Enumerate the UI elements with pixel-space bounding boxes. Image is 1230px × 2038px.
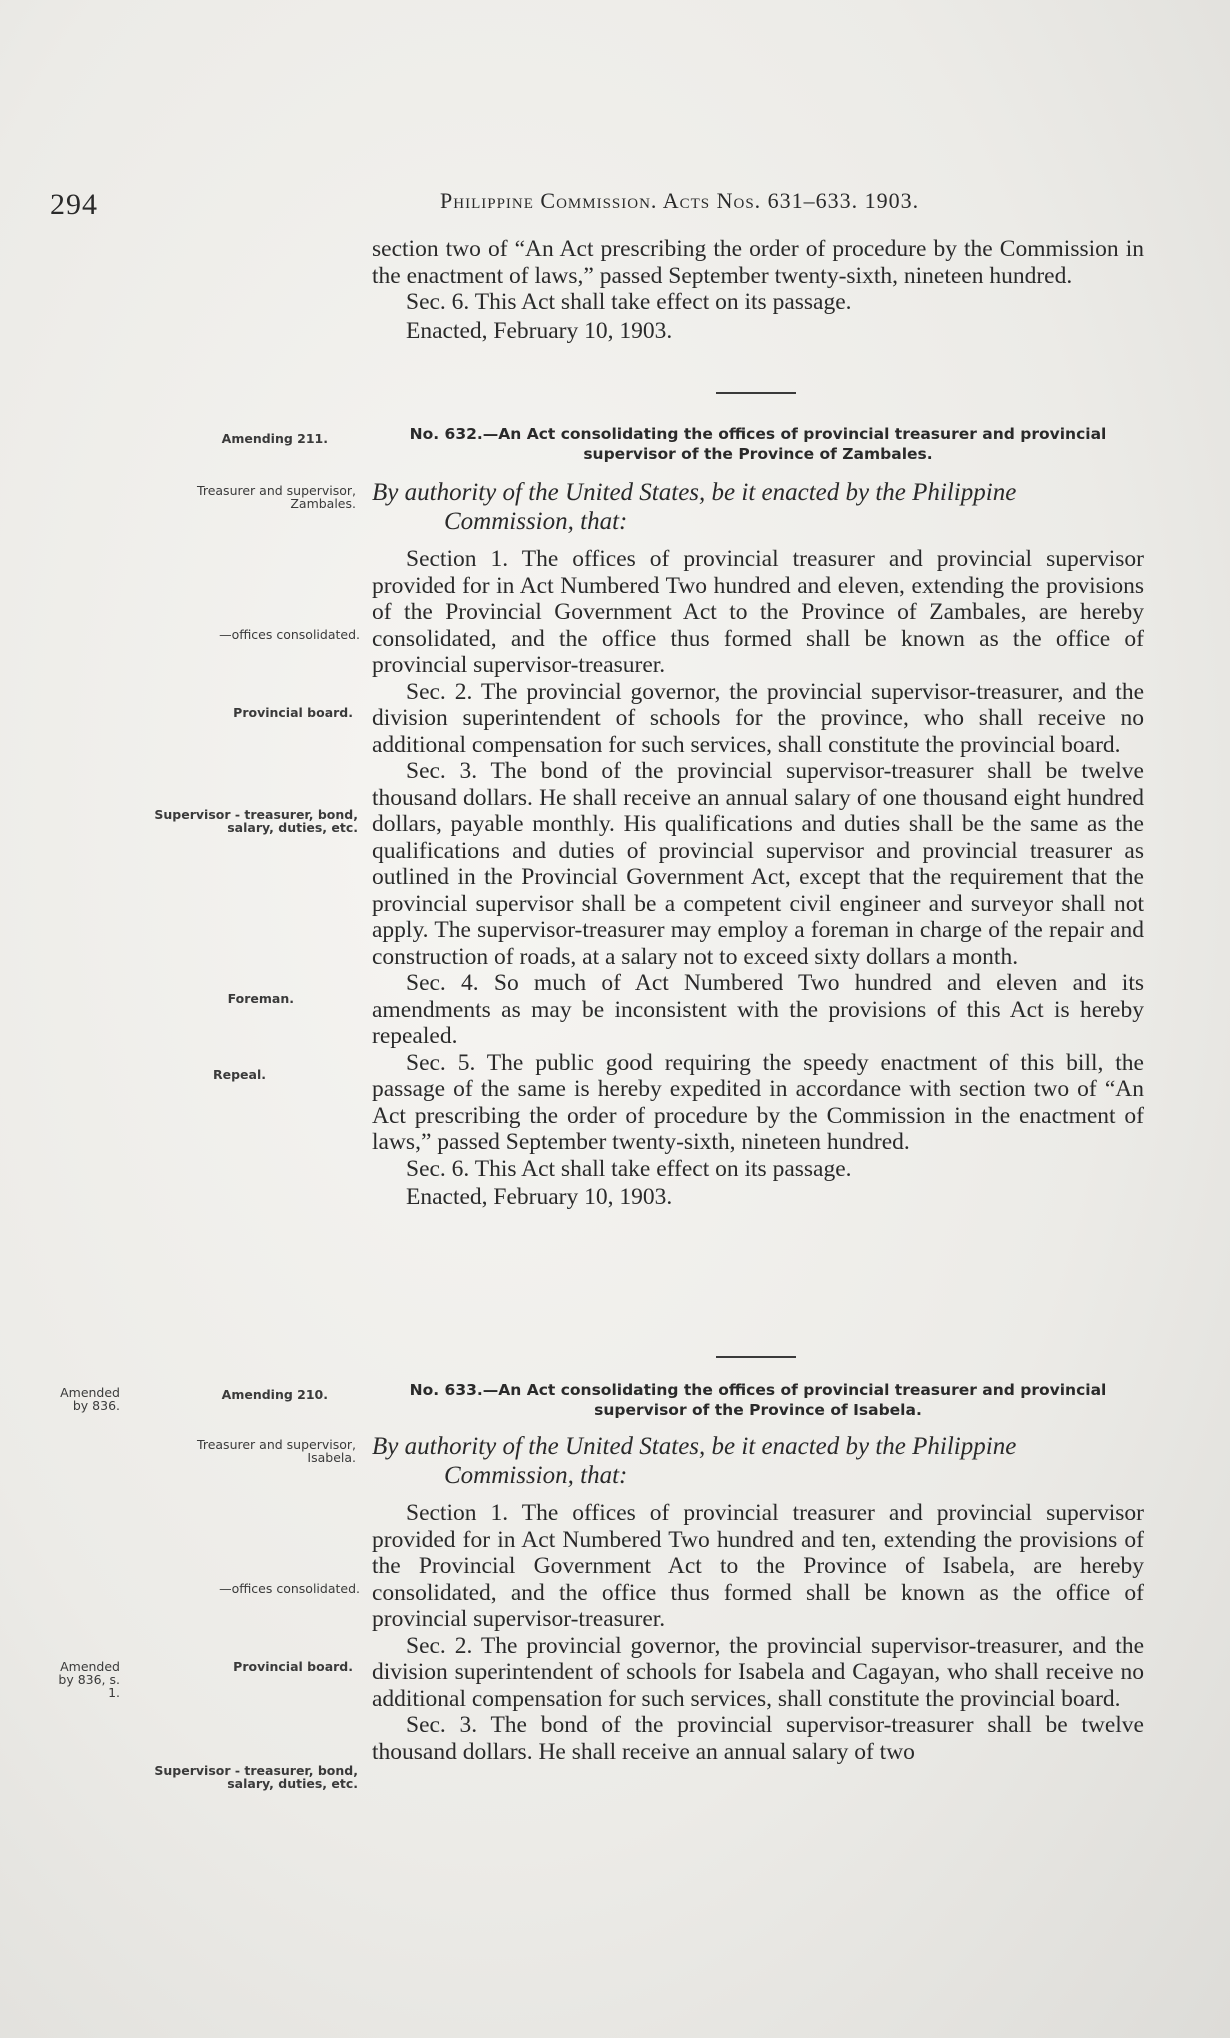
margin-note-provincial-board-2: Provincial board.: [233, 1659, 353, 1674]
act-632-title-text: —An Act consolidating the offices of provincial treasurer and provincial supervisor of the Province of Zambales.: [482, 425, 1107, 463]
margin-note-repeal: Repeal.: [213, 1067, 266, 1082]
enacting-line-1: By authority of the United States, be it enacted by the Philippine: [372, 479, 1017, 506]
section-6-top: Sec. 6. This Act shall take effect on its passage.: [406, 289, 852, 315]
act-633-section-1: Section 1. The offices of provincial treasurer and provincial supervisor provided for in Act Numbered Two hundred and ten, extending the provisions of the Provincial Government Act to the Province of Isabela, are hereby consolidated, and the office thus formed shall be known as the office of provincial supervisor-treasurer.: [372, 1500, 1144, 1632]
margin-note-provincial-board: Provincial board.: [233, 705, 353, 720]
margin-note-amending-211: Amending 211.: [221, 431, 328, 446]
enacting-line-2: Commission, that:: [444, 1462, 628, 1489]
continuation-block: [372, 236, 1144, 344]
page-header: [50, 182, 1130, 222]
act-632-section-2: Sec. 2. The provincial governor, the provincial supervisor-treasurer, and the division superintendent of schools for the province, who shall receive no additional compensation for such services, shall constitute the provincial board.: [372, 678, 1144, 758]
act-633-section-3: Sec. 3. The bond of the provincial supervisor-treasurer shall be twelve thousand dollars. He shall receive an annual salary of two: [372, 1712, 1144, 1765]
margin-note-offices-consolidated-2: —offices consolidated.: [219, 1581, 360, 1596]
margin-note-amending-210: Amending 210.: [221, 1387, 328, 1402]
divider-rule: [716, 392, 796, 394]
enacting-line-1: By authority of the United States, be it enacted by the Philippine: [372, 1433, 1017, 1460]
margin-note-foreman: Foreman.: [227, 991, 294, 1006]
act-632-section-5: Sec. 5. The public good requiring the speedy enactment of this bill, the passage of the same is hereby expedited in accordance with section two of “An Act prescribing the order of procedure by the Commission in the enactment of laws,” passed September twenty-sixth, nineteen hundred.: [372, 1049, 1144, 1155]
act-633-body: [372, 1500, 1144, 1765]
act-633-enacting-clause: [372, 1432, 1144, 1490]
enacted-top: Enacted, February 10, 1903.: [406, 317, 673, 344]
act-632-title: [372, 424, 1144, 464]
act-633-title-text: —An Act consolidating the offices of provincial treasurer and provincial supervisor of the Province of Isabela.: [482, 1381, 1107, 1419]
margin-note-amended-by-836: Amended by 836.: [60, 1385, 120, 1413]
divider-rule-2: [716, 1356, 796, 1358]
act-633-title: [372, 1380, 1144, 1420]
page-number: 294: [50, 188, 98, 221]
enacting-line-2: Commission, that:: [444, 508, 628, 535]
margin-note-offices-consolidated: —offices consolidated.: [219, 627, 360, 642]
margin-note-treasurer-zambales: Treasurer and supervisor, Zambales.: [197, 483, 356, 511]
margin-note-supervisor-treasurer: Supervisor - treasurer, bond, salary, duties, etc.: [154, 807, 358, 835]
act-632-section-3: Sec. 3. The bond of the provincial supervisor-treasurer shall be twelve thousand dollars. He shall receive an annual salary of one thousand eight hundred dollars, payable monthly. His qualifications and duties shall be the same as the qualifications and duties of provincial supervisor and provincial treasurer as outlined in the Provincial Government Act, except that the requirement that the provincial supervisor shall be a competent civil engineer and surveyor shall not apply. The supervisor-treasurer may employ a foreman in charge of the repair and construction of roads, at a salary not to exceed sixty dollars a month.: [372, 758, 1144, 970]
margin-note-amended-by-836-s1: Amended by 836, s. 1.: [58, 1659, 120, 1700]
margin-note-supervisor-treasurer-2: Supervisor - treasurer, bond, salary, duties, etc.: [154, 1763, 358, 1791]
running-head: Philippine Commission. Acts Nos. 631–633. 1903.: [440, 188, 920, 213]
margin-note-treasurer-isabela: Treasurer and supervisor, Isabela.: [197, 1437, 356, 1465]
act-632-section-6: Sec. 6. This Act shall take effect on its passage.: [406, 1155, 852, 1182]
act-633-number: No. 633.: [409, 1381, 483, 1399]
act-632-number: No. 632.: [409, 425, 483, 443]
continuation-paragraph: section two of “An Act prescribing the order of procedure by the Commission in the enactment of laws,” passed September twenty-sixth, nineteen hundred.: [372, 236, 1144, 289]
act-632-section-4: Sec. 4. So much of Act Numbered Two hundred and eleven and its amendments as may be inconsistent with the provisions of this Act is hereby repealed.: [372, 970, 1144, 1049]
act-632-enacting-clause: [372, 478, 1144, 536]
act-632-enacted: Enacted, February 10, 1903.: [406, 1184, 673, 1210]
act-633-section-2: Sec. 2. The provincial governor, the provincial supervisor-treasurer, and the division superintendent of schools for Isabela and Cagayan, who shall receive no additional compensation for such services, shall constitute the provincial board.: [372, 1632, 1144, 1712]
act-632-section-1: Section 1. The offices of provincial treasurer and provincial supervisor provided for in Act Numbered Two hundred and eleven, extending the provisions of the Provincial Government Act to the Province of Zambales, are hereby consolidated, and the office thus formed shall be known as the office of provincial supervisor-treasurer.: [372, 546, 1144, 678]
act-632-body: [372, 546, 1144, 1211]
